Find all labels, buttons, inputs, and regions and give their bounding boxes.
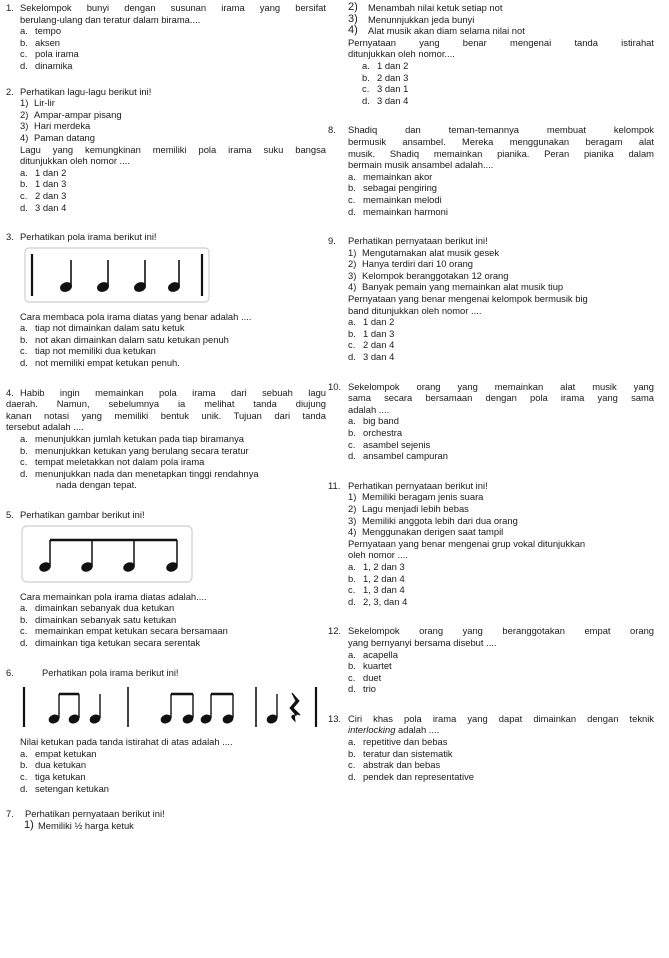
statement-number: 4) (348, 526, 357, 538)
question-13 (328, 713, 654, 783)
option-letter: b. (20, 613, 28, 625)
option-letter: b. (348, 182, 356, 194)
rhythm-notation-image (20, 681, 320, 733)
statement-4 (348, 281, 654, 293)
option-text: tiap not dimainkan dalam satu ketuk (35, 322, 185, 334)
question-prompt: Pernyataan yang benar mengenai kelompok bermusik big (348, 293, 588, 305)
question-stem: bermain musik ansambel adalah.... (348, 159, 494, 171)
option-letter: d. (20, 201, 28, 213)
statement-3 (348, 270, 654, 282)
option-text: ansambel campuran (363, 450, 448, 462)
option-text: 1 dan 2 (363, 316, 395, 328)
question-1 (6, 2, 326, 72)
question-stem: Perhatikan pernyataan berikut ini! (348, 235, 488, 247)
statement-1 (20, 97, 326, 109)
left-column (6, 2, 326, 831)
statement-text: Paman datang (34, 131, 95, 143)
question-stem: Perhatikan gambar berikut ini! (20, 509, 145, 520)
option-letter: c. (348, 584, 356, 596)
option-a[interactable] (348, 561, 654, 573)
option-a[interactable] (348, 60, 654, 72)
option-letter: c. (20, 189, 28, 201)
option-c[interactable] (20, 48, 326, 60)
option-a[interactable] (348, 736, 654, 748)
option-text: 1 dan 2 (377, 59, 409, 71)
statement-2 (348, 2, 654, 14)
option-letter: b. (362, 71, 370, 83)
option-letter: a. (348, 170, 356, 182)
option-letter: d. (348, 683, 356, 695)
option-letter: a. (348, 736, 356, 748)
statement-text: Memiliki beragam jenis suara (362, 491, 484, 503)
question-7-continued (348, 2, 654, 106)
option-letter: d. (348, 351, 356, 363)
option-b[interactable] (348, 573, 654, 585)
question-prompt: band ditunjukkan oleh nomor .... (348, 304, 482, 316)
statement-text: Menambah nilai ketuk setiap not (368, 2, 503, 13)
option-b[interactable] (348, 182, 654, 194)
option-d[interactable] (348, 351, 654, 363)
statement-4 (348, 526, 654, 538)
statement-text: Banyak pemain yang memainkan alat musik tiup (362, 281, 564, 293)
option-text: kuartet (363, 660, 392, 672)
option-d[interactable] (20, 468, 326, 480)
option-a[interactable] (20, 433, 326, 445)
rhythm-figure-with-rest (20, 681, 326, 733)
option-text: 1 dan 3 (35, 178, 67, 190)
statement-3 (20, 120, 326, 132)
option-text: tempo (35, 25, 62, 37)
question-prompt: Cara membaca pola irama diatas yang benar adalah .... (20, 310, 252, 322)
option-letter: a. (20, 433, 28, 445)
option-c[interactable] (348, 194, 654, 206)
option-letter: c. (20, 625, 28, 637)
option-c[interactable] (20, 345, 326, 357)
question-stem: kanan notasi yang memiliki bentuk unik. Tujuan dari tanda (6, 409, 326, 421)
option-text: 1 dan 2 (35, 166, 67, 178)
option-text: 2 dan 3 (35, 189, 67, 201)
option-letter: b. (348, 572, 356, 584)
question-stem: Sekelompok orang yang beranggotakan empat orang (348, 625, 654, 637)
question-stem: Sekelompok orang yang memainkan alat musik yang (348, 380, 654, 392)
option-text: dinamika (35, 59, 73, 71)
question-number: 6. (6, 666, 14, 678)
question-stem: Sekelompok bunyi dengan susunan irama yang bersifat (20, 2, 326, 13)
statement-text: Hanya terdiri dari 10 orang (362, 258, 473, 270)
option-text: repetitive dan bebas (363, 736, 448, 748)
statement-number: 2) (348, 1, 358, 13)
question-11 (328, 480, 654, 608)
option-letter: d. (348, 770, 356, 782)
option-d[interactable] (348, 95, 654, 107)
option-b[interactable] (348, 328, 654, 340)
option-letter: a. (20, 166, 28, 178)
option-text: acapella (363, 648, 398, 660)
option-b[interactable] (348, 427, 654, 439)
statement-4 (20, 132, 326, 144)
option-text: pendek dan representative (363, 770, 475, 782)
option-text: not memiliki empat ketukan penuh. (35, 357, 180, 369)
statement-number: 2) (348, 502, 357, 514)
option-letter: c. (348, 339, 356, 351)
option-letter: d. (20, 59, 28, 71)
statement-text: Memiliki anggota lebih dari dua orang (362, 514, 518, 526)
option-letter: d. (20, 636, 28, 648)
option-a[interactable] (20, 25, 326, 37)
option-d[interactable] (20, 637, 326, 649)
question-number: 11. (328, 479, 341, 491)
option-text: empat ketukan (35, 747, 97, 759)
option-b[interactable] (348, 72, 654, 84)
option-letter: a. (348, 316, 356, 328)
option-b[interactable] (20, 445, 326, 457)
question-prompt: ditunjukkan oleh nomor .... (20, 155, 130, 167)
option-b[interactable] (348, 748, 654, 760)
option-letter: c. (20, 345, 28, 357)
option-letter: a. (348, 560, 356, 572)
question-number: 13. (328, 712, 342, 724)
option-text: duet (363, 671, 382, 683)
statement-number: 3) (348, 269, 357, 281)
italic-term: interlocking (348, 724, 396, 736)
option-text: dimainkan sebanyak dua ketukan (35, 602, 175, 614)
option-a[interactable] (20, 602, 326, 614)
option-text: dimainkan tiga ketukan secara serentak (35, 636, 201, 648)
option-d[interactable] (348, 206, 654, 218)
question-2 (6, 86, 326, 214)
statement-text: Hari merdeka (34, 120, 91, 132)
option-text: memainkan empat ketukan secara bersamaan (35, 625, 228, 637)
option-letter: c. (362, 83, 370, 95)
option-text: 1 dan 3 (363, 327, 395, 339)
rhythm-figure-quarter-notes (20, 246, 326, 304)
question-prompt: Nilai ketukan pada tanda istirahat di atas adalah .... (20, 736, 233, 748)
statement-number: 4) (348, 281, 357, 293)
option-text: sebagai pengiring (363, 182, 438, 194)
option-c[interactable] (348, 584, 654, 596)
option-letter: b. (20, 444, 28, 456)
rhythm-notation-image (20, 524, 196, 584)
question-number: 5. (6, 509, 14, 520)
question-7 (6, 808, 326, 831)
rhythm-figure-eighth-notes (20, 524, 326, 584)
option-letter: a. (348, 648, 356, 660)
statement-number: 3) (348, 514, 357, 526)
option-letter: d. (20, 782, 28, 794)
option-text: aksen (35, 36, 61, 48)
option-letter: d. (348, 205, 356, 217)
statement-1 (348, 247, 654, 259)
option-d[interactable] (20, 60, 326, 72)
option-b[interactable] (20, 178, 326, 190)
option-c[interactable] (20, 771, 326, 783)
option-text: menunjukkan ketukan yang berulang secara teratur (35, 444, 249, 456)
question-stem: Ciri khas pola irama yang dapat dimainkan dengan teknik (348, 712, 654, 724)
option-letter: a. (20, 602, 28, 614)
option-d[interactable] (348, 771, 654, 783)
option-text: memainkan akor (363, 170, 433, 182)
option-text: memainkan melodi (363, 193, 442, 205)
option-letter: c. (348, 438, 356, 450)
option-b[interactable] (20, 614, 326, 626)
rhythm-notation-image (20, 246, 216, 304)
question-stem: Perhatikan lagu-lagu berikut ini! (20, 85, 152, 97)
option-letter: b. (20, 759, 28, 771)
statement-text: Lir-lir (34, 97, 55, 109)
question-stem: tersebut adalah .... (6, 421, 84, 433)
question-stem: Perhatikan pernyataan berikut ini! (25, 808, 165, 820)
question-5 (6, 509, 326, 649)
statement-number: 1) (348, 491, 357, 503)
option-text: 2 dan 4 (363, 339, 395, 351)
option-letter: a. (348, 415, 356, 427)
option-d-continuation: nada dengan tepat. (56, 479, 137, 491)
question-9 (328, 235, 654, 363)
option-a[interactable] (348, 415, 654, 427)
question-stem: musik. Shadiq memainkan pianika. Peran pianika dalam (348, 147, 654, 159)
question-stem: Perhatikan pola irama berikut ini! (42, 666, 179, 678)
option-letter: b. (20, 178, 28, 190)
option-text: 3 dan 4 (377, 94, 409, 106)
option-a[interactable] (20, 167, 326, 179)
option-text: teratur dan sistematik (363, 747, 453, 759)
option-letter: a. (20, 322, 28, 334)
statement-number: 3) (20, 120, 29, 132)
statement-number: 1) (20, 97, 29, 109)
option-c[interactable] (20, 456, 326, 468)
right-column (328, 1, 654, 782)
option-d[interactable] (20, 202, 326, 214)
option-letter: d. (348, 450, 356, 462)
option-letter: a. (20, 25, 28, 37)
question-4 (6, 387, 326, 491)
statement-number: 2) (20, 108, 29, 120)
option-text: trio (363, 683, 377, 695)
option-letter: c. (20, 456, 28, 468)
statement-1 (348, 491, 654, 503)
question-stem: daerah. Namun, sebelumnya ia melihat tanda diujung (6, 398, 326, 410)
option-text: menunjukkan nada dan menetapkan tinggi rendahnya (35, 467, 259, 479)
question-stem-rest: adalah .... (395, 724, 440, 736)
statement-1 (6, 820, 326, 832)
option-letter: a. (362, 59, 370, 71)
statement-text: Ampar-ampar pisang (34, 108, 122, 120)
statement-3 (348, 14, 654, 26)
question-stem: sama secara bersamaan dengan pola irama yang sama (348, 392, 654, 404)
option-c[interactable] (348, 83, 654, 95)
option-text: 2 dan 3 (377, 71, 409, 83)
option-c[interactable] (348, 339, 654, 351)
question-number: 10. (328, 380, 342, 392)
option-text: tempat meletakkan not dalam pola irama (35, 456, 205, 468)
option-letter: b. (348, 660, 356, 672)
question-number: 2. (6, 85, 14, 97)
option-a[interactable] (348, 171, 654, 183)
option-text: 1, 3 dan 4 (363, 584, 405, 596)
option-a[interactable] (20, 322, 326, 334)
statement-number: 1) (24, 818, 34, 831)
question-number: 9. (328, 235, 336, 247)
statement-3 (348, 515, 654, 527)
question-stem: Shadiq dan teman-temannya membuat kelompok (348, 124, 654, 136)
option-b[interactable] (20, 334, 326, 346)
question-6 (6, 667, 326, 795)
option-c[interactable] (20, 625, 326, 637)
option-d[interactable] (348, 683, 654, 695)
option-letter: c. (348, 193, 356, 205)
option-d[interactable] (348, 450, 654, 462)
statement-number: 4) (20, 131, 29, 143)
option-letter: c. (348, 759, 356, 771)
statement-number: 4) (348, 24, 358, 37)
statement-text: Alat musik akan diam selama nilai not (368, 25, 525, 37)
option-text: asambel sejenis (363, 438, 431, 450)
option-letter: d. (348, 595, 356, 607)
option-text: 3 dan 1 (377, 83, 409, 95)
option-text: 3 dan 4 (363, 351, 395, 363)
option-letter: d. (20, 467, 28, 479)
question-number: 12. (328, 625, 342, 637)
option-text: pola irama (35, 48, 79, 60)
statement-2 (348, 258, 654, 270)
statement-text: Lagu menjadi lebih bebas (362, 502, 469, 514)
option-b[interactable] (20, 37, 326, 49)
option-a[interactable] (348, 649, 654, 661)
question-stem: yang bernyanyi bersama disebut .... (348, 636, 497, 648)
option-text: menunjukkan jumlah ketukan pada tiap biramanya (35, 433, 244, 445)
option-text: memainkan harmoni (363, 205, 448, 217)
option-text: orchestra (363, 427, 403, 438)
option-letter: d. (362, 94, 370, 106)
option-text: dua ketukan (35, 759, 87, 771)
option-d[interactable] (348, 596, 654, 608)
statement-text: Menggunakan derigen saat tampil (362, 526, 504, 538)
option-c[interactable] (20, 190, 326, 202)
option-text: 1, 2 dan 4 (363, 572, 405, 584)
option-a[interactable] (20, 748, 326, 760)
option-text: 1, 2 dan 3 (363, 560, 405, 572)
question-prompt: oleh nomor .... (348, 549, 408, 561)
option-text: tiga ketukan (35, 770, 86, 782)
option-letter: c. (348, 671, 356, 683)
option-text: dimainkan sebanyak satu ketukan (35, 613, 177, 625)
option-b[interactable] (20, 759, 326, 771)
option-text: big band (363, 415, 399, 427)
statement-2 (348, 503, 654, 515)
option-letter: b. (20, 36, 28, 48)
option-text: not akan dimainkan dalam satu ketukan penuh (35, 333, 229, 345)
statement-number: 3) (348, 12, 358, 25)
statement-text: Mengutamakan alat musik gesek (362, 246, 500, 258)
question-prompt: Lagu yang kemungkinan memiliki pola irama suku bangsa (20, 143, 326, 155)
option-c[interactable] (348, 439, 654, 451)
option-text: 2, 3, dan 4 (363, 595, 408, 607)
option-letter: b. (348, 427, 356, 438)
question-number: 1. (6, 2, 14, 13)
question-number: 3. (6, 231, 14, 243)
option-letter: a. (20, 747, 28, 759)
option-a[interactable] (348, 316, 654, 328)
option-letter: c. (20, 770, 28, 782)
question-stem: berulang-ulang dan teratur dalam birama.... (20, 13, 201, 25)
statement-2 (20, 109, 326, 121)
option-letter: d. (20, 357, 28, 369)
statement-4 (348, 25, 654, 37)
question-12 (328, 625, 654, 695)
question-number: 8. (328, 124, 336, 136)
question-prompt: ditunjukkan oleh nomor.... (348, 48, 455, 60)
question-stem: Habib ingin memainkan pola irama dari sebuah lagu (20, 386, 326, 398)
question-8 (328, 124, 654, 217)
option-d[interactable] (20, 357, 326, 369)
option-c[interactable] (348, 672, 654, 684)
statement-text: Kelompok beranggotakan 12 orang (362, 269, 509, 281)
option-text: setengan ketukan (35, 782, 110, 794)
option-text: 3 dan 4 (35, 201, 67, 213)
question-stem: Perhatikan pola irama berikut ini! (20, 231, 157, 243)
statement-text: Memiliki ½ harga ketuk (38, 819, 134, 831)
statement-text: Menunnjukkan jeda bunyi (368, 13, 475, 25)
question-3 (6, 231, 326, 369)
question-prompt: Cara memainkan pola irama diatas adalah.... (20, 590, 207, 602)
question-stem: adalah .... (348, 403, 390, 415)
option-text: tiap not memiliki dua ketukan (35, 345, 156, 357)
option-letter: b. (20, 333, 28, 345)
question-prompt: Pernyataan yang benar mengenai grup vokal ditunjukkan (348, 537, 586, 549)
option-b[interactable] (348, 660, 654, 672)
option-c[interactable] (348, 759, 654, 771)
question-stem: Perhatikan pernyataan berikut ini! (348, 479, 488, 491)
option-letter: b. (348, 327, 356, 339)
option-d[interactable] (20, 783, 326, 795)
question-number: 4. (6, 386, 14, 398)
question-stem (348, 724, 654, 736)
question-number: 7. (6, 808, 14, 820)
question-stem: bermusik ansambel. Mereka menggunakan beragam alat (348, 135, 654, 147)
option-letter: b. (348, 747, 356, 759)
question-10 (328, 381, 654, 462)
statement-number: 1) (348, 246, 357, 258)
statement-number: 2) (348, 258, 357, 270)
option-letter: c. (20, 48, 28, 60)
option-text: abstrak dan bebas (363, 759, 441, 771)
question-prompt: Pernyataan yang benar mengenai tanda istirahat (348, 36, 654, 48)
